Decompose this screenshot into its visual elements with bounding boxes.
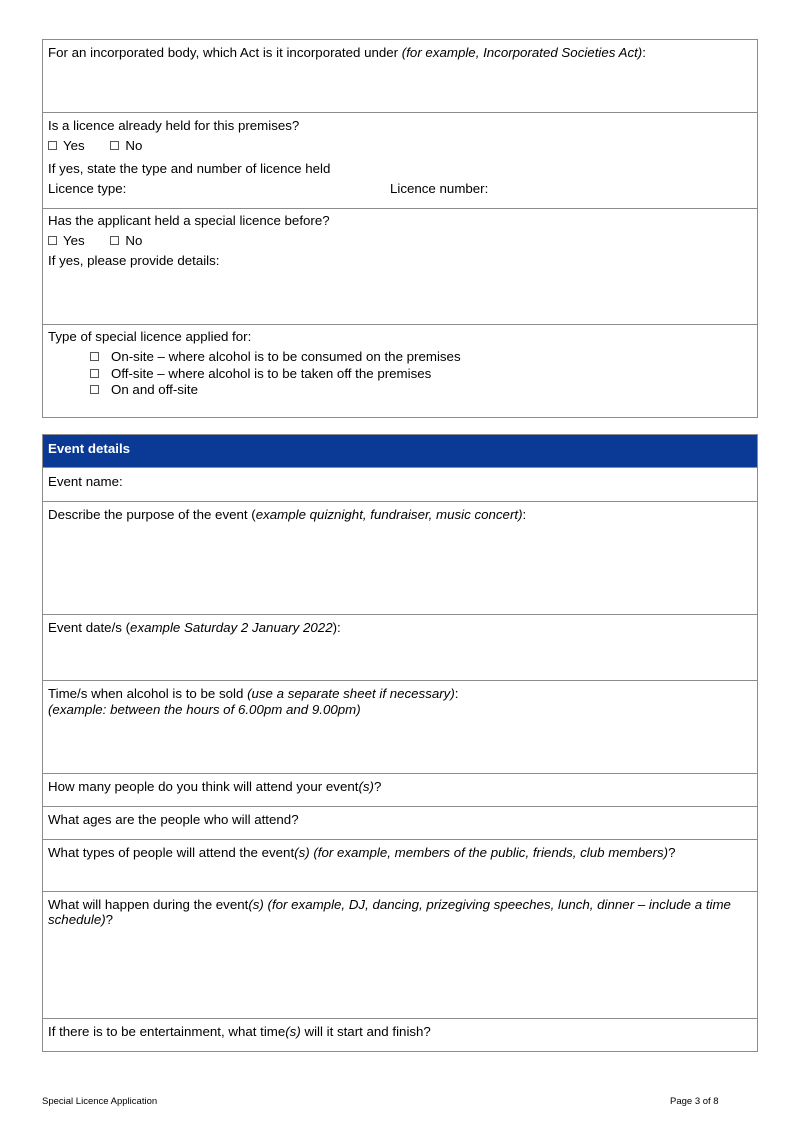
special-before-no[interactable]: No	[110, 233, 142, 249]
event-name-label: Event name:	[48, 474, 123, 489]
option-on-and-offsite[interactable]: On and off-site	[90, 382, 198, 398]
entertainment-time-question: If there is to be entertainment, what time(s) will it start and finish?	[48, 1024, 431, 1039]
event-details-title: Event details	[48, 441, 131, 456]
incorporated-act-question: For an incorporated body, which Act is it incorporated under (for example, Incorporated Societies Act):	[48, 45, 646, 60]
licence-type-applied-question: Type of special licence applied for:	[48, 329, 252, 344]
event-activities-question: What will happen during the event(s) (for example, DJ, dancing, prizegiving speeches, lunch, dinner – include a time	[48, 897, 731, 912]
special-licence-before-options	[48, 233, 164, 249]
checkbox-icon[interactable]	[90, 369, 99, 378]
footer-document-title: Special Licence Application	[42, 1096, 158, 1107]
attendee-types-question: What types of people will attend the event(s) (for example, members of the public, friends, club members)?	[48, 845, 676, 860]
alcohol-times-question: Time/s when alcohol is to be sold (use a separate sheet if necessary):	[48, 686, 459, 701]
event-date-row[interactable]	[43, 615, 757, 681]
alcohol-times-row[interactable]	[43, 681, 757, 774]
checkbox-icon[interactable]	[110, 236, 119, 245]
licence-type-number-instruction: If yes, state the type and number of licence held	[48, 161, 331, 176]
special-licence-before-question: Has the applicant held a special licence before?	[48, 213, 330, 228]
special-before-details-field[interactable]: If yes, please provide details:	[48, 253, 220, 268]
licence-held-question: Is a licence already held for this premises?	[48, 118, 300, 133]
event-details-header	[43, 435, 757, 468]
option-offsite[interactable]: Off-site – where alcohol is to be taken off the premises	[90, 366, 431, 382]
event-activities-question-cont: schedule)?	[48, 912, 114, 927]
option-onsite[interactable]: On-site – where alcohol is to be consumed on the premises	[90, 349, 461, 365]
checkbox-icon[interactable]	[48, 141, 57, 150]
licence-type-applied-row	[43, 325, 757, 417]
event-name-row[interactable]	[43, 468, 757, 502]
checkbox-icon[interactable]	[90, 352, 99, 361]
event-date-question: Event date/s (example Saturday 2 January 2022):	[48, 620, 341, 635]
alcohol-times-example: (example: between the hours of 6.00pm and 9.00pm)	[48, 702, 361, 717]
incorporated-act-row[interactable]	[43, 40, 757, 113]
special-before-yes[interactable]: Yes	[48, 233, 85, 249]
event-purpose-question: Describe the purpose of the event (example quiznight, fundraiser, music concert):	[48, 507, 527, 522]
checkbox-icon[interactable]	[90, 385, 99, 394]
checkbox-icon[interactable]	[48, 236, 57, 245]
licence-held-row	[43, 113, 757, 209]
attendance-question: How many people do you think will attend your event(s)?	[48, 779, 382, 794]
licence-held-no[interactable]: No	[110, 138, 142, 154]
event-purpose-row[interactable]	[43, 502, 757, 615]
special-licence-before-row	[43, 209, 757, 325]
checkbox-icon[interactable]	[110, 141, 119, 150]
applicant-details-table	[42, 39, 758, 418]
licence-type-field[interactable]: Licence type:	[48, 181, 127, 196]
attendee-types-row[interactable]	[43, 840, 757, 892]
footer-page-number: Page 3 of 8	[670, 1096, 719, 1107]
licence-number-field[interactable]: Licence number:	[390, 181, 489, 196]
entertainment-time-row[interactable]	[43, 1019, 757, 1051]
ages-question: What ages are the people who will attend?	[48, 812, 299, 827]
licence-held-options	[48, 138, 164, 154]
event-activities-row[interactable]	[43, 892, 757, 1019]
licence-held-yes[interactable]: Yes	[48, 138, 85, 154]
ages-row[interactable]	[43, 807, 757, 840]
attendance-row[interactable]	[43, 774, 757, 807]
event-details-table	[42, 434, 758, 1052]
